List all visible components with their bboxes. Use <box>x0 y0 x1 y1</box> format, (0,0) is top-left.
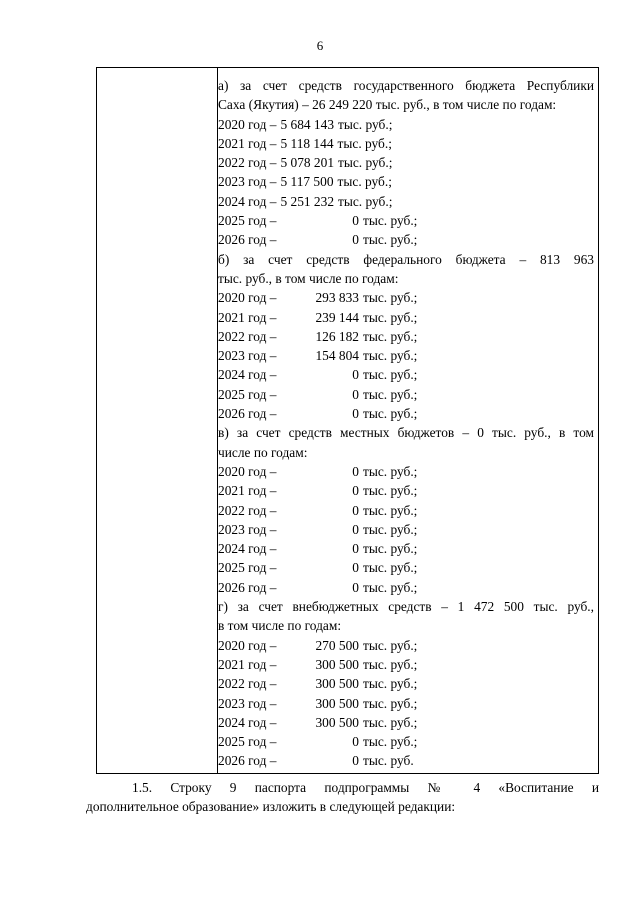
amount-value: 5 078 201 <box>280 155 335 171</box>
amount-value: 5 118 144 <box>280 135 334 151</box>
amount-value: 0 <box>352 232 359 248</box>
unit-label: тыс. руб.; <box>363 328 418 344</box>
year-label: 2023 год – <box>218 174 277 190</box>
year-label: 2021 год – <box>218 656 277 672</box>
amount-value: 0 <box>352 213 359 229</box>
year-row <box>218 230 594 249</box>
amount-value: 0 <box>352 541 359 557</box>
unit-label: тыс. руб.; <box>363 714 418 730</box>
amount-value: 300 500 <box>315 676 359 692</box>
amount-value: 0 <box>352 386 359 402</box>
unit-label: тыс. руб.; <box>338 193 393 209</box>
year-label: 2021 год – <box>218 309 277 325</box>
amount-value: 293 833 <box>315 290 359 306</box>
section-header-line: числе по годам: <box>218 444 308 460</box>
unit-label: тыс. руб. <box>363 753 414 769</box>
unit-label: тыс. руб.; <box>363 637 418 653</box>
year-row <box>218 501 594 520</box>
year-row <box>218 211 594 230</box>
section-header-line: г) за счет внебюджетных средств – 1 472 500 тыс. руб., <box>218 599 594 615</box>
unit-label: тыс. руб.; <box>363 232 418 248</box>
year-label: 2026 год – <box>218 579 277 595</box>
year-label: 2024 год – <box>218 714 277 730</box>
funding-details-cell <box>218 76 594 771</box>
year-label: 2024 год – <box>218 367 277 383</box>
amount-value: 126 182 <box>315 328 359 344</box>
section-header-line: в) за счет средств местных бюджетов – 0 тыс. руб., в том <box>218 425 594 441</box>
year-row <box>218 308 594 327</box>
year-row <box>218 346 594 365</box>
year-row <box>218 655 594 674</box>
paragraph-line: 1.5. Строку 9 паспорта подпрограммы № 4 «Воспитание и <box>132 780 599 795</box>
amount-value: 0 <box>352 502 359 518</box>
unit-label: тыс. руб.; <box>363 290 418 306</box>
page-number: 6 <box>316 38 324 53</box>
year-label: 2021 год – <box>218 135 277 151</box>
unit-label: тыс. руб.; <box>363 734 418 750</box>
year-row <box>218 636 594 655</box>
amount-value: 239 144 <box>315 309 359 325</box>
year-label: 2024 год – <box>218 193 277 209</box>
year-row <box>218 192 594 211</box>
unit-label: тыс. руб.; <box>363 386 418 402</box>
year-label: 2022 год – <box>218 155 277 171</box>
unit-label: тыс. руб.; <box>363 656 418 672</box>
year-row <box>218 115 594 134</box>
unit-label: тыс. руб.; <box>363 502 418 518</box>
unit-label: тыс. руб.; <box>363 348 418 364</box>
year-row <box>218 713 594 732</box>
year-row <box>218 153 594 172</box>
year-label: 2020 год – <box>218 463 277 479</box>
amount-value: 0 <box>352 367 359 383</box>
amount-value: 5 684 143 <box>280 116 335 132</box>
unit-label: тыс. руб.; <box>363 309 418 325</box>
year-label: 2020 год – <box>218 116 277 132</box>
amount-value: 0 <box>352 521 359 537</box>
year-label: 2020 год – <box>218 290 277 306</box>
year-label: 2024 год – <box>218 541 277 557</box>
year-label: 2020 год – <box>218 637 277 653</box>
year-label: 2022 год – <box>218 676 277 692</box>
amount-value: 0 <box>352 406 359 422</box>
year-label: 2025 год – <box>218 560 277 576</box>
year-label: 2022 год – <box>218 328 277 344</box>
year-row <box>218 732 594 751</box>
year-label: 2023 год – <box>218 521 277 537</box>
unit-label: тыс. руб.; <box>363 406 418 422</box>
unit-label: тыс. руб.; <box>363 560 418 576</box>
unit-label: тыс. руб.; <box>363 579 418 595</box>
year-label: 2022 год – <box>218 502 277 518</box>
unit-label: тыс. руб.; <box>338 155 393 171</box>
year-row <box>218 404 594 423</box>
year-label: 2026 год – <box>218 406 277 422</box>
amount-value: 0 <box>352 753 359 769</box>
unit-label: тыс. руб.; <box>338 116 393 132</box>
year-row <box>218 327 594 346</box>
year-row <box>218 558 594 577</box>
amount-value: 0 <box>352 560 359 576</box>
year-row <box>218 481 594 500</box>
unit-label: тыс. руб.; <box>363 367 418 383</box>
year-row <box>218 134 594 153</box>
amount-value: 300 500 <box>315 714 359 730</box>
section-header-line: Саха (Якутия) – 26 249 220 тыс. руб., в том числе по годам: <box>218 97 557 113</box>
amount-value: 0 <box>352 579 359 595</box>
year-row <box>218 288 594 307</box>
amount-value: 154 804 <box>315 348 359 364</box>
unit-label: тыс. руб.; <box>363 463 418 479</box>
year-row <box>218 365 594 384</box>
year-label: 2026 год – <box>218 753 277 769</box>
year-label: 2025 год – <box>218 734 277 750</box>
amount-value: 0 <box>352 463 359 479</box>
year-label: 2025 год – <box>218 386 277 402</box>
unit-label: тыс. руб.; <box>337 135 392 151</box>
section-header-line: б) за счет средств федерального бюджета – 813 963 <box>218 251 594 267</box>
amount-value: 270 500 <box>315 637 359 653</box>
amendment-paragraph <box>86 778 599 817</box>
funding-table <box>96 67 599 774</box>
unit-label: тыс. руб.; <box>363 213 418 229</box>
year-row <box>218 694 594 713</box>
section-header-line: в том числе по годам: <box>218 618 342 634</box>
year-row <box>218 520 594 539</box>
amount-value: 300 500 <box>315 695 359 711</box>
year-row <box>218 385 594 404</box>
amount-value: 0 <box>352 483 359 499</box>
table-left-cell <box>97 68 218 773</box>
paragraph-line: дополнительное образование» изложить в следующей редакции: <box>86 799 456 815</box>
year-row <box>218 462 594 481</box>
year-label: 2026 год – <box>218 232 277 248</box>
unit-label: тыс. руб.; <box>363 695 418 711</box>
year-row <box>218 751 594 770</box>
amount-value: 0 <box>352 734 359 750</box>
unit-label: тыс. руб.; <box>363 521 418 537</box>
year-row <box>218 539 594 558</box>
year-row <box>218 172 594 191</box>
year-label: 2023 год – <box>218 348 277 364</box>
amount-value: 5 117 500 <box>280 174 334 190</box>
unit-label: тыс. руб.; <box>363 483 418 499</box>
amount-value: 300 500 <box>315 656 359 672</box>
year-label: 2025 год – <box>218 213 277 229</box>
year-label: 2021 год – <box>218 483 277 499</box>
amount-value: 5 251 232 <box>280 193 335 209</box>
unit-label: тыс. руб.; <box>337 174 392 190</box>
year-label: 2023 год – <box>218 695 277 711</box>
year-row <box>218 674 594 693</box>
unit-label: тыс. руб.; <box>363 676 418 692</box>
section-header-line: а) за счет средств государственного бюджета Республики <box>218 78 594 93</box>
unit-label: тыс. руб.; <box>363 541 418 557</box>
section-header-line: тыс. руб., в том числе по годам: <box>218 270 399 286</box>
year-row <box>218 578 594 597</box>
